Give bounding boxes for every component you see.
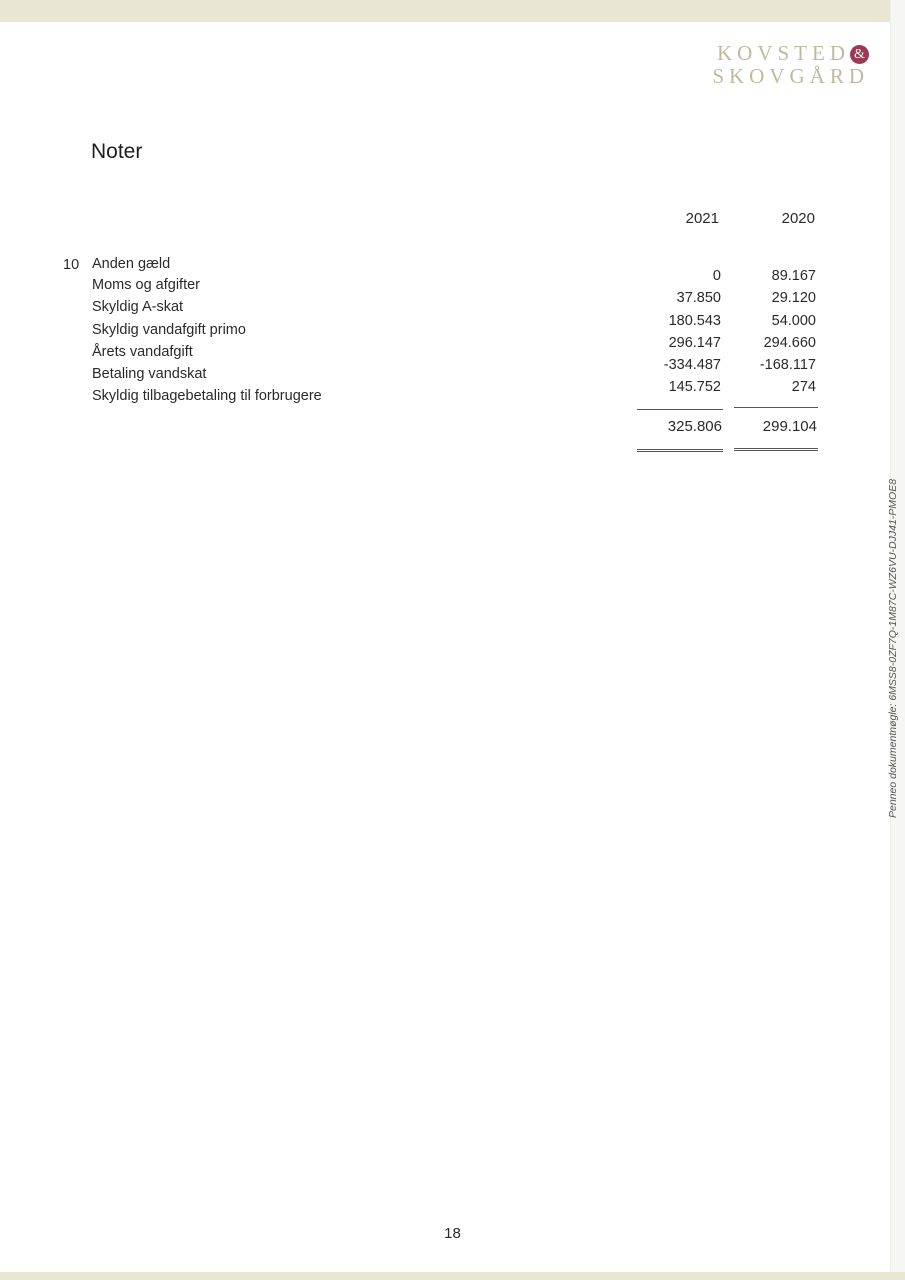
subtotal-rule-2021	[637, 409, 723, 410]
row-label: Skyldig vandafgift primo	[92, 321, 246, 338]
row-value-2021: -334.487	[663, 357, 721, 374]
row-label: Skyldig tilbagebetaling til forbrugere	[92, 388, 322, 405]
total-2021: 325.806	[667, 418, 722, 435]
page-title: Noter	[91, 140, 143, 163]
row-value-2020: -168.117	[759, 357, 816, 374]
row-value-2021: 296.147	[668, 334, 721, 351]
row-value-2020: 54.000	[771, 312, 816, 329]
row-value-2020: 294.660	[763, 334, 816, 351]
total-2020: 299.104	[762, 418, 817, 435]
row-label: Årets vandafgift	[92, 343, 193, 360]
subtotal-rule-2020	[734, 407, 818, 408]
logo-line-1: KOVSTED	[717, 41, 850, 65]
table-row	[92, 379, 832, 410]
page-number: 18	[444, 1225, 461, 1242]
note-table	[92, 268, 832, 411]
row-value-2021: 37.850	[676, 290, 721, 307]
year-header-2020: 2020	[781, 210, 815, 227]
year-header-2021: 2021	[685, 210, 719, 227]
double-rule-2020	[734, 448, 818, 451]
logo-line-2: SKOVGÅRD	[712, 64, 869, 88]
penneo-watermark: Penneo dokumentnøgle: 6MSS8-0ZF7Q-1M87C-WZ6VU-DJJ41-PMOE8	[887, 478, 899, 818]
row-label: Moms og afgifter	[92, 277, 200, 293]
row-value-2020: 29.120	[771, 290, 816, 307]
row-label: Skyldig A-skat	[92, 299, 184, 316]
double-rule-2021	[637, 449, 723, 452]
row-value-2021: 180.543	[668, 312, 721, 329]
top-scan-band	[0, 0, 905, 22]
row-value-2020: 89.167	[771, 268, 816, 284]
company-logo	[712, 42, 869, 88]
note-number: 10	[63, 257, 80, 273]
note-heading: Anden gæld	[92, 256, 171, 272]
row-value-2020: 274	[791, 379, 816, 396]
ampersand-icon: &	[850, 45, 869, 64]
bottom-scan-band	[0, 1272, 905, 1280]
row-value-2021: 0	[712, 268, 721, 284]
row-label: Betaling vandskat	[92, 366, 207, 383]
row-value-2021: 145.752	[668, 379, 721, 396]
